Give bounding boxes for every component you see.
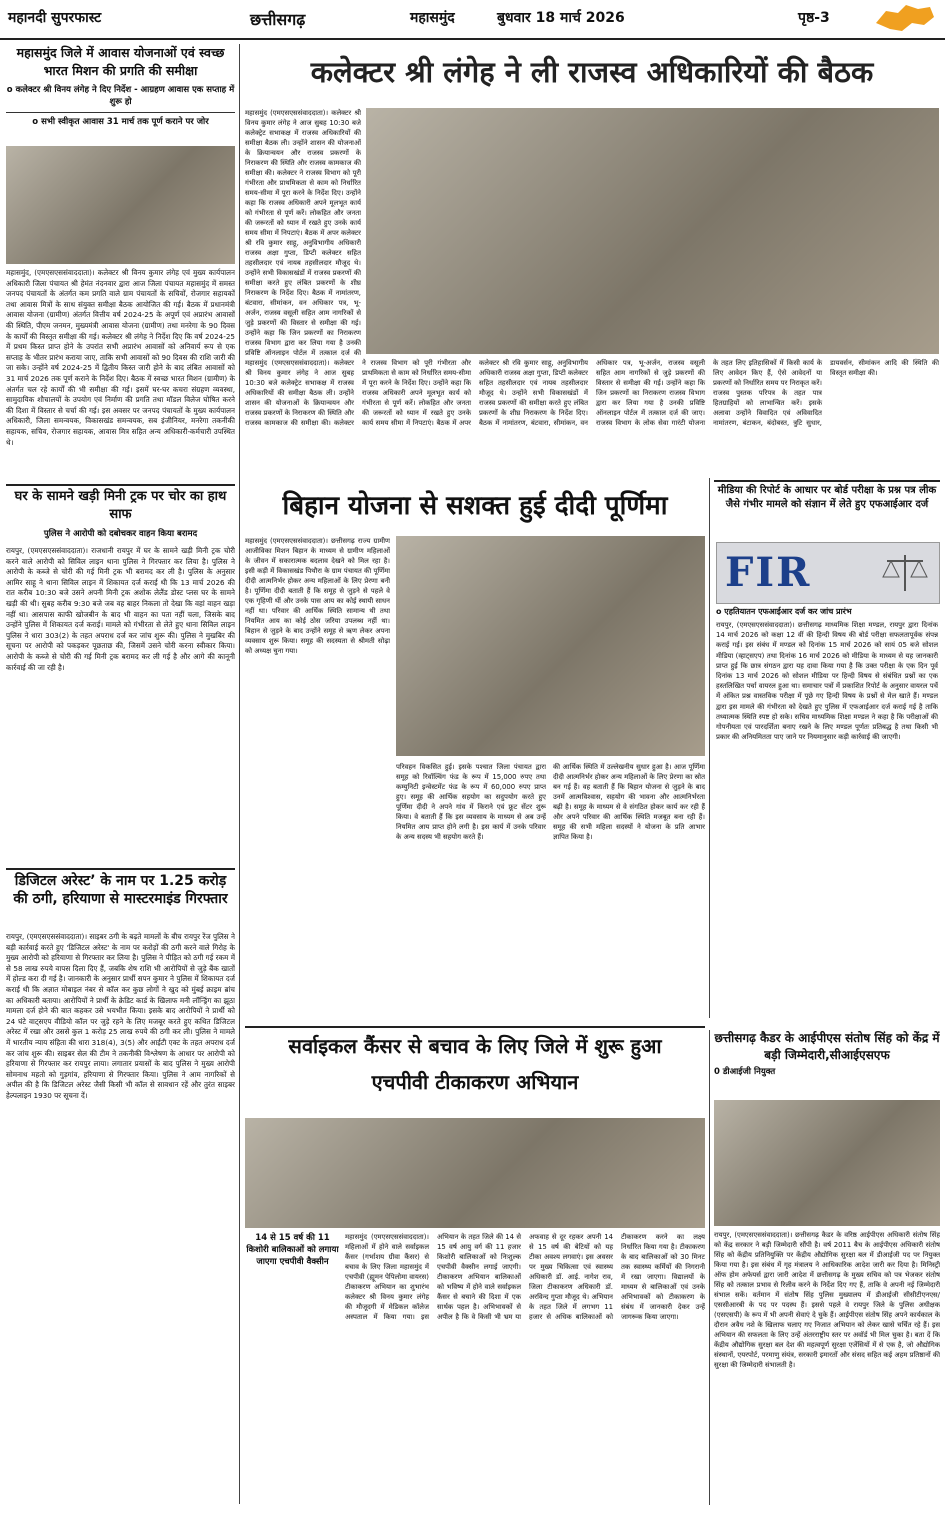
ips-body: रायपुर, (एमएसएससंवाददाता)। छत्तीसगढ़ कैडर के वरिष्ठ आईपीएस अधिकारी संतोष सिंह को केंद्र सरकार ने बड़ी जिम्मेदारी सौंपी है। वर्ष 2011 बैच के आईपीएस अधिकारी संतोष सिंह को केंद्रीय प्रतिनियुक्ति पर केंद्रीय औद्योगिक सुरक्षा बल में डीआईजी पद पर नियुक्त किया गया है। इस संबंध में गृह मंत्रालय ने आधिकारिक आदेश जारी कर दिया है। मिनिस्ट्री ऑफ होम अफेयर्स द्वारा जारी आदेश में छत्तीसगढ़ के मुख्य सचिव को पत्र भेजकर संतोष सिंह को तत्काल प्रभाव से रिलीव करने के निर्देश दिए गए हैं, ताकि वे अपनी नई जिम्मेदारी संभाल सकें। वर्तमान में संतोष सिंह पुलिस मुख्यालय में डीआईजी सीसीटीएनएस/एससीआरबी के पद पर पदस्थ हैं। इससे पहले वे रायपुर जिले के पुलिस अधीक्षक (एसएसपी) के रूप में भी अपनी सेवाएं दे चुके हैं। आईपीएस संतोष सिंह अपने कार्यकाल के दौरान अवैध नशे के खिलाफ चलाए गए निजात अभियान को लेकर खासे चर्चित रहे हैं। इस अभियान की सफलता के लिए उन्हें अंतरराष्ट्रीय स्तर पर अवॉर्ड भी मिल चुका है। बता दें कि केंद्रीय औद्योगिक सुरक्षा बल देश की महत्वपूर्ण सुरक्षा एजेंसियों में से एक है, जो औद्योगिक संस्थानों, एयरपोर्ट, परमाणु संयंत्र, सरकारी इमारतों और संसद सहित कई अहम प्रतिष्ठानों की सुरक्षा की जिम्मेदारी संभालती है। bbox=[714, 1231, 940, 1369]
paper-name: महानदी सुपरफास्ट bbox=[8, 10, 102, 26]
bihan-headline: बिहान योजना से सशक्त हुई दीदी पूर्णिमा bbox=[282, 491, 668, 521]
ips-headline: छत्तीसगढ़ कैडर के आईपीएस संतोष सिंह को केंद्र में बड़ी जिम्मेदारी,सीआईएसएफ bbox=[714, 1031, 940, 1062]
lead-meeting-photo bbox=[366, 108, 939, 354]
left2-headline: घर के सामने खड़ी मिनी ट्रक पर चोर का हाथ साफ bbox=[14, 489, 227, 522]
bihan-body2: परिवहन विकसित हुई। इसके पश्चात जिला पंचायत द्वारा समूह को रिवॉल्विंग फंड के रूप में 15,000 रुपए तथा कम्युनिटी इन्वेस्टमेंट फंड के रूप में 60,000 रुपए प्राप्त हुए। समूह की आर्थिक सहयोग का सदुपयोग करते हुए पूर्णिमा दीदी ने अपने गांव में किराने एवं फ्रूट सेंटर शुरू किया। वे बताती हैं कि इस व्यवसाय के माध्यम से अब उन्हें नियमित आय प्राप्त होने लगी है। इस कार्य में उनके परिवार के अन्य सदस्य भी सहयोग करते हैं। bbox=[396, 763, 546, 841]
hpv-photo bbox=[245, 1118, 705, 1228]
issue-date: बुधवार 18 मार्च 2026 bbox=[497, 10, 625, 26]
ips-header bbox=[714, 1030, 940, 1096]
left1-sub1: o कलेक्टर श्री विनय लंगेह ने दिए निर्देश - आग्रहण आवास एक सप्ताह में शुरू हो bbox=[6, 85, 235, 107]
lead-headline: कलेक्टर श्री लंगेह ने ली राजस्व अधिकारियों की बैठक bbox=[310, 55, 874, 89]
scales-icon bbox=[881, 551, 929, 595]
bihan-photo bbox=[396, 536, 705, 756]
page-header bbox=[0, 0, 945, 40]
lead-body-continued: महासमुंद (एमएसएससंवाददाता)। कलेक्टर श्री विनय कुमार लंगेह ने आज सुबह 10:30 बजे कलेक्ट्रेट सभाकक्ष में राजस्व अधिकारियों की समीक्षा बैठक ली। उन्होंने शासन की योजनाओं के क्रियान्वयन और राजस्व प्रकरणों के निराकरण की स्थिति और राजस्व कामकाज की समीक्षा की। कलेक्टर ने राजस्व विभाग को पूरी गंभीरता और प्राथमिकता से काम को निर्धारित समय-सीमा में पूरा करने के निर्देश दिए। उन्होंने कहा कि राजस्व अधिकारी अपने मूलभूत कार्य को गंभीरता से पूर्ण करें। लोकहित और जनता की जरूरतों को ध्यान में रखते हुए उनके कार्य समय सीमा में निपटाएं। बैठक में अपर कलेक्टर श्री रवि कुमार साहू, अनुविभागीय अधिकारी राजस्व अक्षा गुप्ता, डिप्टी कलेक्टर सहित तहसीलदार एवं नायब तहसीलदार मौजूद थे। उन्होंने सभी विकासखंडों में राजस्व प्रकरणों की समीक्षा करते हुए लंबित प्रकरणों के शीघ्र निराकरण के निर्देश दिए। बैठक में नामांतरण, बंटवारा, सीमांकन, वन अधिकार पत्र, भू-अर्जन, राजस्व वसूली सहित आम नागरिकों से जुड़े प्रकरणों की विस्तार से समीक्षा की गई। उन्होंने कहा कि जिन प्रकरणों का निराकरण राजस्व विभाग द्वारा कर लिया गया है उनकी प्रविष्टि ऑनलाइन पोर्टल में तत्काल दर्ज की जाए। राजस्व विभाग के लोक सेवा गारंटी योजना के तहत लिए इतिहासिकों में किसी कार्य के लिए आवेदन किए हैं, ऐसे आवेदनों या प्रकरणों को निर्धारित समय पर निराकृत करें। राजस्व पुस्तक परिपत्र के तहत पात्र हितग्राहियों को लाभान्वित करें। इसके अलावा उन्होंने विवादित एवं अविवादित नामांतरण, बंटाकन, बंदोबस्त, त्रुटि सुधार, डायवर्सन, सीमांकन आदि की स्थिति की विस्तृत समीक्षा की। bbox=[245, 359, 939, 427]
page-number: पृष्ठ-3 bbox=[798, 10, 830, 26]
hpv-headline1: सर्वाइकल कैंसर से बचाव के लिए जिले में शुरू हुआ bbox=[288, 1034, 662, 1058]
meeting-photo-left bbox=[6, 146, 235, 264]
ips-officer-photo bbox=[714, 1100, 940, 1226]
left2-body: रायपुर, (एमएसएससंवाददाता)। राजधानी रायपुर में घर के सामने खड़ी मिनी ट्रक चोरी करने वाले आरोपी को सिविल लाइन थाना पुलिस ने गिरफ्तार कर लिया है। पुलिस ने आरोपी के कब्जे से चोरी की गई मिनी ट्रक भी बरामद कर ली है। पुलिस के अनुसार आमिर साहू ने थाना सिविल लाइन में शिकायत दर्ज कराई थी कि 13 मार्च 2026 की रात करीब 10:30 बजे उसने अपनी मिनी ट्रक अशोक लेलैंड डोस्ट प्लस घर के सामने खड़ी की थी। सुबह करीब 9:30 बजे जब वह बाहर निकला तो देखा कि वहां वाहन खड़ा नहीं था। आसपास काफी खोजबीन के बाद भी वाहन का पता नहीं चला, जिसके बाद उन्होंने पुलिस में शिकायत दर्ज कराई। मामले को गंभीरता से लेते हुए थाना सिविल लाइन पुलिस ने धारा 303(2) के तहत अपराध दर्ज कर जांच शुरू की। पुलिस ने मुखबिर की सूचना पर आरोपी को पकड़कर पूछताछ की, जिसमें उसने चोरी करना स्वीकार किया। आरोपी के कब्जे से चोरी की गई मिनी ट्रक बरामद कर ली गई है और आगे की कानूनी कार्रवाई की जा रही है। bbox=[6, 546, 235, 672]
fir-logo bbox=[716, 542, 940, 604]
fir-header bbox=[714, 480, 940, 542]
hpv-body: महासमुंद (एमएसएससंवाददाता)। महिलाओं में होने वाले सर्वाइकल कैंसर (गर्भाशय ग्रीवा कैंसर) से बचाव के लिए जिला महासमुंद में एचपीवी (ह्यूमन पेपिलोमा वायरस) टीकाकरण अभियान का शुभारंभ कलेक्टर श्री विनय कुमार लंगेह की मौजूदगी में मेडिकल कॉलेज अस्पताल में किया गया। इस अभियान के तहत जिले की 14 से 15 वर्ष आयु वर्ग की 11 हजार किशोरी बालिकाओं को निःशुल्क एचपीवी वैक्सीन लगाई जाएगी। टीकाकरण अभियान बालिकाओं को भविष्य में होने वाले सर्वाइकल कैंसर से बचाने की दिशा में एक सार्थक पहल है। अभिभावकों से अपील है कि वे किसी भी भ्रम या अफवाह से दूर रहकर अपनी 14 से 15 वर्ष की बेटियों को यह टीका अवश्य लगवाएं। इस अवसर पर मुख्य चिकित्सा एवं स्वास्थ्य अधिकारी डॉ. आई. नागेश राव, जिला टीकाकरण अधिकारी डॉ. अरविन्द गुप्ता मौजूद थे। अभियान के तहत जिले में लगभग 11 हजार से अधिक बालिकाओं को टीकाकरण करने का लक्ष्य निर्धारित किया गया है। टीकाकरण के बाद बालिकाओं को 30 मिनट तक स्वास्थ्य कर्मियों की निगरानी में रखा जाएगा। विद्यालयों के माध्यम से बालिकाओं एवं उनके अभिभावकों को टीकाकरण के संबंध में जानकारी देकर उन्हें जागरूक किया जाएगा। bbox=[345, 1233, 705, 1321]
ips-sub: 0 डीआईजी नियुक्त bbox=[714, 1067, 776, 1077]
lead-body: महासमुंद (एमएसएससंवाददाता)। कलेक्टर श्री विनय कुमार लंगेह ने आज सुबह 10:30 बजे कलेक्ट्रेट सभाकक्ष में राजस्व अधिकारियों की समीक्षा बैठक ली। उन्होंने शासन की योजनाओं के क्रियान्वयन और राजस्व प्रकरणों के निराकरण की स्थिति और राजस्व कामकाज की समीक्षा की। कलेक्टर ने राजस्व विभाग को पूरी गंभीरता और प्राथमिकता से काम को निर्धारित समय-सीमा में पूरा करने के निर्देश दिए। उन्होंने कहा कि राजस्व अधिकारी अपने मूलभूत कार्य को गंभीरता से पूर्ण करें। लोकहित और जनता की जरूरतों को ध्यान में रखते हुए उनके कार्य समय सीमा में निपटाएं। बैठक में अपर कलेक्टर श्री रवि कुमार साहू, अनुविभागीय अधिकारी राजस्व अक्षा गुप्ता, डिप्टी कलेक्टर सहित तहसीलदार एवं नायब तहसीलदार मौजूद थे। उन्होंने सभी विकासखंडों में राजस्व प्रकरणों की समीक्षा करते हुए लंबित प्रकरणों के शीघ्र निराकरण के निर्देश दिए। बैठक में नामांतरण, बंटवारा, सीमांकन, वन अधिकार पत्र, भू-अर्जन, राजस्व वसूली सहित आम नागरिकों से जुड़े प्रकरणों की विस्तार से समीक्षा की गई। उन्होंने कहा कि जिन प्रकरणों का निराकरण राजस्व विभाग द्वारा कर लिया गया है उनकी प्रविष्टि ऑनलाइन पोर्टल में तत्काल दर्ज की bbox=[245, 109, 361, 356]
state-name: छत्तीसगढ़ bbox=[250, 10, 306, 29]
state-map-icon bbox=[872, 3, 938, 35]
lead-body-cols bbox=[245, 358, 939, 472]
lead-body-col1 bbox=[245, 108, 361, 356]
bihan-body1: महासमुंद (एमएसएससंवाददाता)। छत्तीसगढ़ राज्य ग्रामीण आजीविका मिशन बिहान के माध्यम से ग्रामीण महिलाओं के जीवन में सकारात्मक बदलाव देखने को मिल रहा है। इसी कड़ी में विकासखंड पिथौरा के ग्राम पंचायत की पूर्णिमा दीदी आत्मनिर्भर होकर अन्य महिलाओं के लिए प्रेरणा बनी है। पूर्णिमा दीदी बताती हैं कि समूह से जुड़ने से पहले वे एक गृहिणी थीं और उनके पास आय का कोई स्थायी साधन नहीं था। परिवार की आर्थिक स्थिति सामान्य थी तथा नियमित आय का कोई ठोस जरिया उपलब्ध नहीं था। बिहान से जुड़ने के बाद उन्होंने समूह से ऋण लेकर अपना व्यवसाय शुरू किया। समूह की सदस्यता से श्रीमती सोढ़ा को अध्यक्ष चुना गया। bbox=[245, 537, 390, 655]
fir-headline: मीडिया की रिपोर्ट के आधार पर बोर्ड परीक्षा के प्रश्न पत्र लीक जैसे गंभीर मामले को संज्ञान में लेते हुए एफआईआर दर्ज bbox=[717, 485, 937, 510]
fir-logo-text: FIR bbox=[725, 549, 812, 596]
left3-headline: डिजिटल अरेस्ट’ के नाम पर 1.25 करोड़ की ठगी, हरियाणा से मास्टरमाइंड गिरफ्तार bbox=[13, 873, 228, 907]
left2-header bbox=[6, 484, 235, 546]
bihan-body3: की आर्थिक स्थिति में उल्लेखनीय सुधार हुआ है। आज पूर्णिमा दीदी आत्मनिर्भर होकर अन्य महिलाओं के लिए प्रेरणा का स्रोत बन गई हैं। वह बताती हैं कि बिहान योजना से जुड़ने के बाद उनमें आत्मविश्वास, सहयोग की भावना और आत्मनिर्भरता बढ़ी है। समूह के माध्यम से वे संगठित होकर कार्य कर रही हैं और अपने परिवार की आर्थिक स्थिति मजबूत बना रही हैं। समूह की सभी महिला सदस्यों ने योजना के प्रति आभार ज्ञापित किया है। bbox=[553, 763, 705, 841]
fir-body: रायपुर, (एमएसएससंवाददाता)। छत्तीसगढ़ माध्यमिक शिक्षा मण्डल, रायपुर द्वारा दिनांक 14 मार्च 2026 को कक्षा 12 वीं की हिन्दी विषय की बोर्ड परीक्षा सफलतापूर्वक संपन्न कराई गई। इस संबंध में मण्डल को दिनांक 15 मार्च 2026 को सायं 05 बजे सोशल मीडिया (व्हाट्सएप) तथा दिनांक 16 मार्च 2026 को मीडिया के माध्यम से यह जानकारी प्राप्त हुई कि छात्र संगठन द्वारा यह दावा किया गया है कि उक्त परीक्षा के एक दिन पूर्व दिनांक 13 मार्च 2026 को सोशल मीडिया पर हिन्दी विषय से संबंधित प्रश्नों का एक हस्तलिखित पर्चा वायरल हुआ था। समाचार पत्रों में प्रकाशित रिपोर्ट के अनुसार वायरल पर्चे में अंकित प्रश्न वास्तविक परीक्षा में पूछे गए हिन्दी विषय के प्रश्नों से मेल खाते हैं। मण्डल द्वारा इस मामले की गंभीरता को देखते हुए पुलिस में एफआईआर दर्ज कराई गई है ताकि तथ्यात्मक स्थिति स्पष्ट हो सके। सचिव माध्यमिक शिक्षा मण्डल ने कहा है कि परीक्षाओं की गोपनीयता एवं पारदर्शिता बनाए रखने के लिए मण्डल पूर्णतः प्रतिबद्ध है तथा किसी भी प्रकार की अनियमितता पाए जाने पर नियमानुसार कड़ी कार्रवाई की जाएगी। bbox=[716, 621, 938, 742]
bihan-header bbox=[245, 480, 705, 532]
fir-sub: o एहतियातन एफआईआर दर्ज कर जांच प्रारंभ bbox=[716, 607, 852, 616]
left3-body: रायपुर, (एमएसएससंवाददाता)। साइबर ठगी के बढ़ते मामलों के बीच रायपुर रेंज पुलिस ने बड़ी कार्रवाई करते हुए 'डिजिटल अरेस्ट' के नाम पर करोड़ों की ठगी करने वाले गिरोह के मुख्य आरोपी को हरियाणा से गिरफ्तार कर लिया है। पुलिस ने पीड़ित को ठगी गई रकम में से 58 लाख रुपये वापस दिला दिए हैं, जबकि शेष राशि भी आरोपियों से जुड़े बैंक खातों में होल्ड करा दी गई है। जानकारी के अनुसार प्रार्थी सपन कुमार ने पुलिस में शिकायत दर्ज कराई थी कि अज्ञात मोबाइल नंबर से कॉल कर कुछ लोगों ने खुद को मुंबई क्राइम ब्रांच का अधिकारी बताया। आरोपियों ने प्रार्थी के क्रेडिट कार्ड के खिलाफ मनी लॉन्ड्रिंग का झूठा मामला दर्ज होने की बात कहकर उसे भयभीत किया। इसके बाद आरोपियों ने प्रार्थी को 24 घंटे वाट्सएप वीडियो कॉल पर जुड़े रहने के लिए मजबूर करते हुए कथित डिजिटल अरेस्ट में रखा और उससे कुल 1 करोड़ 25 लाख रुपये की ठगी कर ली। पुलिस ने मामले में भारतीय न्याय संहिता की धारा 318(4), 3(5) और आईटी एक्ट के तहत अपराध दर्ज कर जांच शुरू की। साइबर सेल की टीम ने तकनीकी विश्लेषण के आधार पर आरोपी को हरियाणा से गिरफ्तार कर रायपुर लाया। लगातार प्रयासों के बाद पुलिस ने मुख्य आरोपी सोमनाथ महतो को गुड़गांव, हरियाणा से गिरफ्तार किया। पुलिस ने आम नागरिकों से अपील की है कि डिजिटल अरेस्ट जैसी किसी भी कॉल से सावधान रहें और तुरंत साइबर हेल्पलाइन 1930 पर सूचना दें। bbox=[6, 932, 235, 1100]
left2-sub: पुलिस ने आरोपी को दबोचकर वाहन किया बरामद bbox=[43, 529, 198, 539]
lead-header bbox=[245, 44, 939, 104]
left1-headline: महासमुंद जिले में आवास योजनाओं एवं स्वच्छ भारत मिशन की प्रगति की समीक्षा bbox=[16, 45, 225, 78]
hpv-caption: 14 से 15 वर्ष की 11 किशोरी बालिकाओं को लगाया जाएगा एचपीवी वैक्सीन bbox=[246, 1233, 339, 1267]
left1-body: महासमुंद, (एमएसएससंवाददाता)। कलेक्टर श्री विनय कुमार लंगेह एवं मुख्य कार्यपालन अधिकारी जिला पंचायत श्री हेमंत नंदनवार द्वारा आज जिला पंचायत महासमुंद में समस्त जनपद पंचायतों के अंतर्गत कम प्रगति वाले ग्राम पंचायतों के सचिवों, रोजगार सहायकों तथा आवास मित्रों के साथ संयुक्त समीक्षा बैठक आयोजित की गई। बैठक में प्रधानमंत्री आवास योजना (ग्रामीण) अंतर्गत वित्तीय वर्ष 2024-25 के अपूर्ण एवं अप्रारंभ आवासों की स्थिति, पीएम जनमन, मुख्यमंत्री आवास योजना (ग्रामीण) तथा मनरेगा के 90 दिवस के कार्यों की विस्तृत समीक्षा की गई। कलेक्टर श्री लंगेह ने निर्देश दिए कि वर्ष 2024-25 में प्रथम किस्त प्राप्त होने के उपरांत सभी अप्रारंभ आवासों को अनिवार्य रूप से एक सप्ताह के भीतर प्रारंभ कराया जाए, ताकि सभी आवासों को 90 दिवस की राशि जारी की जा सके। उन्होंने वर्ष 2024-25 में द्वितीय किस्त जारी होने के बाद लंबित आवासों को 31 मार्च 2026 तक पूर्ण कराने के निर्देश दिए। बैठक में स्वच्छ भारत मिशन (ग्रामीण) के अंतर्गत चल रहे कार्यों की भी समीक्षा की गई। इसमें घर-घर कचरा संग्रहण व्यवस्था, सामुदायिक शौचालयों के उपयोग एवं निर्माण की प्रगति तथा मॉडल विलेज घोषित करने की दिशा में विस्तार से चर्चा की गई। इस अवसर पर जनपद पंचायतों के मुख्य कार्यपालन अधिकारी, जिला समन्वयक, विकासखंड समन्वयक, सब इंजीनियर, मनरेगा तकनीकी सहायक, सचिव, रोजगार सहायक, आवास मित्र सहित अन्य अधिकारी-कर्मचारी उपस्थित थे। bbox=[6, 268, 235, 447]
hpv-header bbox=[245, 1026, 705, 1116]
left1-sub2: o सभी स्वीकृत आवास 31 मार्च तक पूर्ण कराने पर जोर bbox=[6, 112, 235, 128]
left1-header bbox=[6, 44, 235, 142]
city-name: महासमुंद bbox=[410, 10, 455, 26]
hpv-headline2: एचपीवी टीकाकरण अभियान bbox=[371, 1070, 579, 1094]
left3-header bbox=[6, 868, 235, 930]
